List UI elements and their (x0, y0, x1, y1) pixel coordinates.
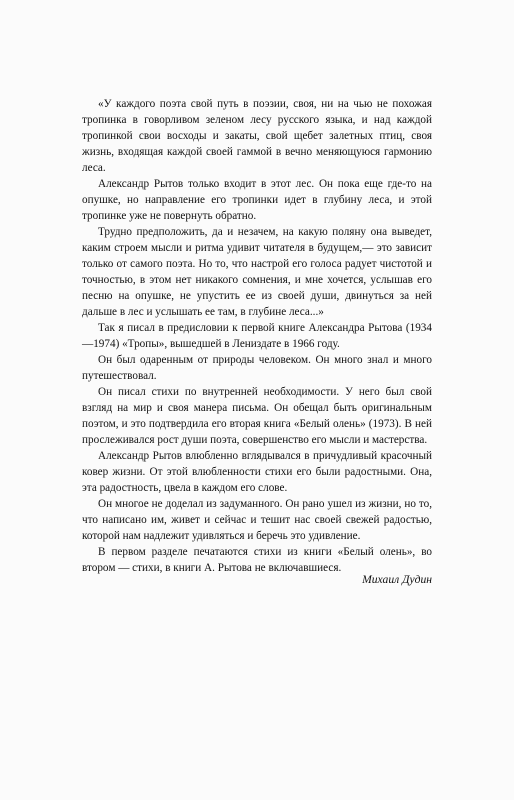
paragraph: Он писал стихи по внутренней необходимости. У него был свой взгляд на мир и своя манера письма. Он обещал быть оригинальным поэтом, и это подтвердила его вторая книга «Белый олень» (1973). В ней прослеживался рост души поэта, совершенство его мысли и мастерства. (82, 386, 432, 446)
paragraph: Он был одаренным от природы человеком. Он много знал и много путешествовал. (82, 354, 432, 382)
foreword-text (82, 96, 432, 576)
author-signature: Михаил Дудин (362, 573, 432, 586)
paragraph: «У каждого поэта свой путь в поэзии, своя, ни на чью не похожая тропинка в говорливом зеленом лесу русского языка, и над каждой тропинкой свои восходы и закаты, свой щебет залетных птиц, своя жизнь, входящая каждой своей гаммой в вечно меняющуюся гармонию леса. (82, 98, 432, 174)
paragraph: В первом разделе печатаются стихи из книги «Белый олень», во втором — стихи, в книги А. Рытова не включавшиеся. (82, 546, 432, 574)
paragraph: Так я писал в предисловии к первой книге Александра Рытова (1934—1974) «Тропы», вышедшей в Лениздате в 1966 году. (82, 322, 432, 350)
paragraph: Он многое не доделал из задуманного. Он рано ушел из жизни, но то, что написано им, живет и сейчас и тешит нас своей свежей радостью, которой нам надлежит удивляться и беречь это удивление. (82, 498, 432, 542)
paragraph: Александр Рытов только входит в этот лес. Он пока еще где-то на опушке, но направление его тропинки идет в глубину леса, и этой тропинке уже не повернуть обратно. (82, 178, 432, 222)
paragraph: Александр Рытов влюбленно вглядывался в причудливый красочный ковер жизни. От этой влюбленности стихи его были радостными. Она, эта радостность, цвела в каждом его слове. (82, 450, 432, 494)
paragraph: Трудно предположить, да и незачем, на какую поляну она выведет, каким строем мысли и ритма удивит читателя в будущем,— это зависит только от самого поэта. Но то, что настрой его голоса радует чистотой и точностью, в этом нет никакого сомнения, и мне хочется, услышав его песню на опушке, не упустить ее из своей души, двинуться за ней дальше в лес и услышать ее там, в глубине леса...» (82, 226, 432, 318)
